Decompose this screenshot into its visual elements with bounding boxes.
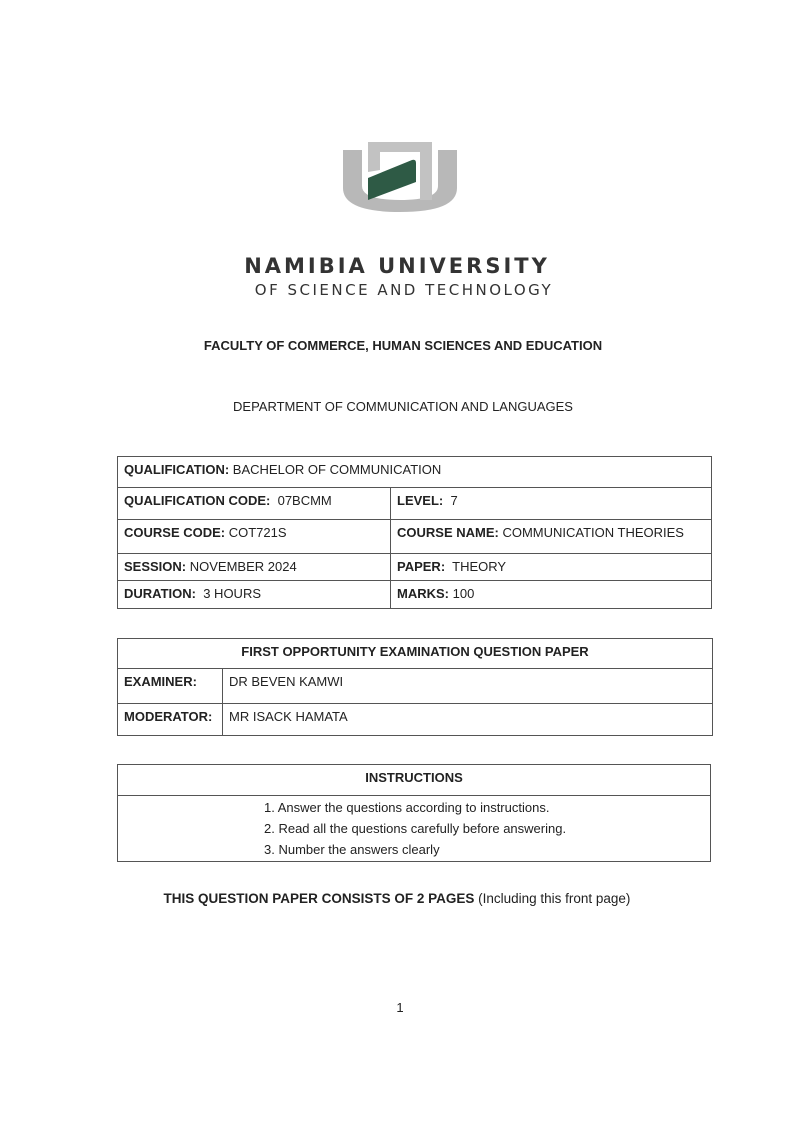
examiner-label: EXAMINER: [118,669,223,704]
university-logo [340,138,460,214]
faculty-heading: FACULTY OF COMMERCE, HUMAN SCIENCES AND EDUCATION [203,338,603,353]
session-cell: SESSION: NOVEMBER 2024 [118,554,391,581]
instructions-table [117,764,711,862]
examiner-name: DR BEVEN KAMWI [223,669,713,704]
instruction-item: 1. Answer the questions according to instructions. [264,800,550,815]
examiners-table [117,638,713,736]
department-heading: DEPARTMENT OF COMMUNICATION AND LANGUAGES [233,399,573,414]
moderator-label: MODERATOR: [118,704,223,736]
course-name-cell: COURSE NAME: COMMUNICATION THEORIES [391,520,712,554]
university-name: NAMIBIA UNIVERSITY [244,254,550,278]
page-number: 1 [396,1000,404,1015]
level-cell: LEVEL: 7 [391,488,712,520]
page-count-note: THIS QUESTION PAPER CONSISTS OF 2 PAGES (Including this front page) [163,891,631,906]
instruction-item: 3. Number the answers clearly [264,842,440,857]
instructions-list [124,798,704,861]
exam-title: FIRST OPPORTUNITY EXAMINATION QUESTION PAPER [118,639,713,669]
moderator-name: MR ISACK HAMATA [223,704,713,736]
qualification-code-cell: QUALIFICATION CODE: 07BCMM [118,488,391,520]
qualification-cell: QUALIFICATION: BACHELOR OF COMMUNICATION [118,457,712,488]
marks-cell: MARKS: 100 [391,581,712,609]
course-code-cell: COURSE CODE: COT721S [118,520,391,554]
paper-cell: PAPER: THEORY [391,554,712,581]
instruction-item: 2. Read all the questions carefully before answering. [264,821,567,836]
university-subtitle: OF SCIENCE AND TECHNOLOGY [254,281,554,299]
instructions-title: INSTRUCTIONS [118,765,711,796]
course-details-table [117,456,712,609]
duration-cell: DURATION: 3 HOURS [118,581,391,609]
